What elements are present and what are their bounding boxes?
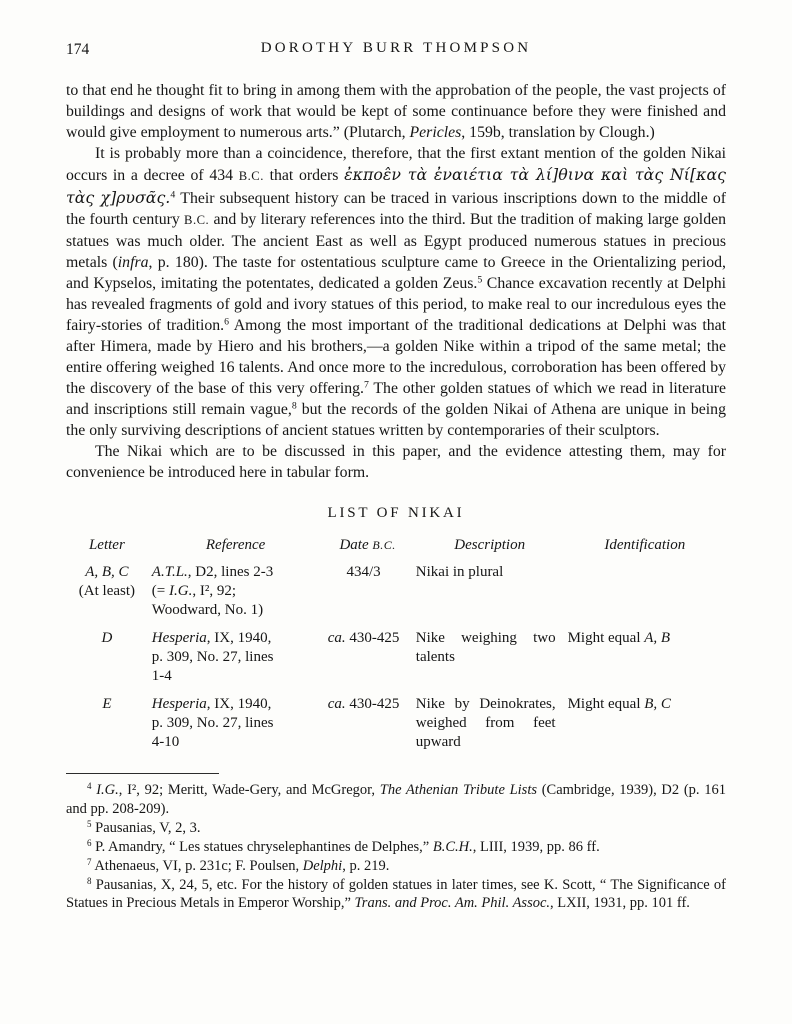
column-header: Reference xyxy=(205,537,266,553)
footnote: $^6$ P. Amandry, “ Les statues chryselephantines de Delphes,” B.C.H., LIII, 1939, pp. 86 ff. xyxy=(87,837,600,855)
paragraph-quotation-end: to that end he thought fit to bring in among them with the approbation of the people, the vast projects of buildings and designs of work that would be kept of some continuance before they were finished and would give employment to numerous arts.” (Plutarch, Pericles, 159b, translation by Clough.) xyxy=(66,82,726,141)
page-number: 174 xyxy=(66,41,90,58)
column-header: Letter xyxy=(88,537,125,553)
table-cell: ca. 430-425 xyxy=(327,696,400,712)
column-header: Identification xyxy=(604,537,686,553)
table-cell: D xyxy=(101,630,113,646)
body-text xyxy=(66,80,726,483)
table-cell: 434/3 xyxy=(346,564,381,580)
running-head xyxy=(66,40,726,60)
table-cell: ca. 430-425 xyxy=(327,630,400,646)
column-header: Date B.C. xyxy=(339,537,396,553)
table-cell: Nike by Deinokrates, weighed from feet upward xyxy=(415,696,556,750)
table-body xyxy=(66,563,726,761)
footnote: $^5$ Pausanias, V, 2, 3. xyxy=(87,818,201,836)
table-row xyxy=(66,563,726,629)
footnote: $^8$ Pausanias, X, 24, 5, etc. For the history of golden statues in later times, see K. Scott, “ The Significance of Statues in Precious Metals in Emperor Worship,” Trans. and Proc. Am. Phil. Assoc., LXII, 1931, pp. 101 ff. xyxy=(66,875,726,912)
table-cell: Nike weighing two talents xyxy=(415,630,556,665)
table-header-row xyxy=(66,536,726,563)
footnote-list xyxy=(66,781,726,913)
nikai-table xyxy=(66,536,726,761)
table-cell xyxy=(568,563,726,629)
paragraph-golden-nikai: It is probably more than a coincidence, therefore, that the first extant mention of the golden Nikai occurs in a decree of 434 B.C. that orders ἐκποε̂ν τὰ ἐναιέτια τὰ λί]θινα καὶ τὰς Νί[κας τὰς χ]ρυσᾶς.$^4$ Their subsequent history can be traced in various inscriptions down to the middle of the fourth century B.C. and by literary references into the third. But the tradition of making large golden statues was much older. The ancient East as well as Egypt produced numerous statues in precious metals (infra, p. 180). The taste for ostentatious sculpture came to Greece in the Orientalizing period, and Kypselos, imitating the potentates, dedicated a golden Zeus.$^5$ Chance excavation recently at Delphi has revealed fragments of gold and ivory statues of this period, to make real to our incredulous eyes the fairy-stories of tradition.$^6$ Among the most important of the traditional dedications at Delphi was that after Himera, made by Hiero and his brothers,—a golden Nike within a tripod of the same metal; the entire offering weighed 16 talents. And once more to the incredulous, corroboration has been offered by the discovery of the base of this very offering.$^7$ The other golden statues of which we read in literature and inscriptions still remain vague,$^8$ but the records of the golden Nikai of Athena are unique in being the only surviving descriptions of ancient statues written by contemporaries of their sculptors. xyxy=(66,145,727,439)
running-head-title: DOROTHY BURR THOMPSON xyxy=(260,40,532,56)
footnote-rule xyxy=(66,773,219,774)
table-cell: Hesperia, IX, 1940, p. 309, No. 27, lines 4-10 xyxy=(151,696,274,750)
footnote: $^7$ Athenaeus, VI, p. 231c; F. Poulsen, Delphi, p. 219. xyxy=(87,856,390,874)
table-cell: A.T.L., D2, lines 2-3 (= I.G., I², 92; Woodward, No. 1) xyxy=(151,564,274,618)
nikai-table-section xyxy=(66,505,726,761)
footnotes-section xyxy=(66,773,726,913)
table-cell: Might equal B, C xyxy=(567,696,671,712)
table-row xyxy=(66,629,726,695)
table-row xyxy=(66,695,726,761)
table-cell: E xyxy=(102,696,112,712)
table-cell: Might equal A, B xyxy=(567,630,671,646)
table-title: LIST OF NIKAI xyxy=(327,505,465,521)
table-cell: A, B, C (At least) xyxy=(78,564,136,599)
table-cell: Nikai in plural xyxy=(415,564,504,580)
footnote: $^4$ I.G., I², 92; Meritt, Wade-Gery, and McGregor, The Athenian Tribute Lists (Cambridge, 1939), D2 (p. 161 and pp. 208-209). xyxy=(66,781,727,817)
paragraph-tabular-intro: The Nikai which are to be discussed in this paper, and the evidence attesting them, may for convenience be introduced here in tabular form. xyxy=(66,443,726,481)
column-header: Description xyxy=(454,537,526,553)
table-cell: Hesperia, IX, 1940, p. 309, No. 27, lines 1-4 xyxy=(151,630,274,684)
